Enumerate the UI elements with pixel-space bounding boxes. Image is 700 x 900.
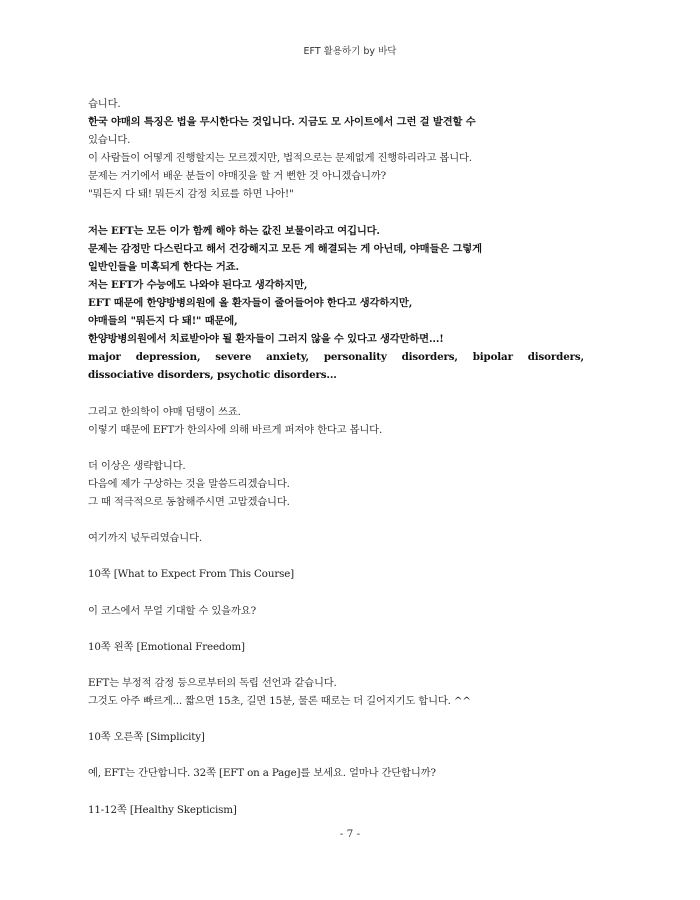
text-line: 저는 EFT가 수능에도 나와야 된다고 생각하지만,: [88, 278, 308, 291]
word: severe: [215, 351, 252, 364]
text-line: dissociative disorders, psychotic disorders...: [88, 369, 337, 382]
text-line: 그리고 한의학이 야매 덤탱이 쓰죠.: [88, 405, 241, 418]
text-line: 한국 야매의 특징은 법을 무시한다는 것입니다. 지금도 모 사이트에서 그런 걸 발견할 수: [88, 116, 476, 129]
text-line: 습니다.: [88, 98, 121, 110]
text-line: 이 코스에서 무얼 기대할 수 있을까요?: [88, 604, 256, 617]
word: personality: [323, 351, 387, 364]
text-line: "뭐든지 다 돼! 뭐든지 감정 치료를 하면 나아!": [88, 188, 294, 201]
justified-english-line: [88, 348, 584, 366]
word: depression,: [135, 351, 201, 364]
text-line: 문제는 거기에서 배운 분들이 야매짓을 할 거 뻔한 것 아니겠습니까?: [88, 170, 386, 183]
word: bipolar: [472, 351, 513, 364]
page-number: - 7 -: [339, 828, 361, 840]
section-heading: 10쪽 오른쪽 [Simplicity]: [88, 731, 205, 744]
section-heading: 10쪽 왼쪽 [Emotional Freedom]: [88, 640, 245, 653]
section-heading: 10쪽 [What to Expect From This Course]: [88, 568, 295, 581]
page-body: [88, 95, 584, 819]
text-line: 그것도 아주 빠르게... 짧으면 15초, 길면 15분, 물론 때로는 더 길어지기도 합니다. ^^: [88, 695, 471, 708]
text-line: 다음에 제가 구상하는 것을 말씀드리겠습니다.: [88, 477, 290, 490]
word: disorders,: [527, 351, 584, 364]
word: major: [88, 351, 121, 364]
word: disorders,: [401, 351, 458, 364]
text-line: 저는 EFT는 모든 이가 함께 해야 하는 값진 보물이라고 여깁니다.: [88, 224, 380, 237]
text-line: 더 이상은 생략합니다.: [88, 459, 186, 472]
text-line: 이렇기 때문에 EFT가 한의사에 의해 바르게 퍼져야 한다고 봅니다.: [88, 423, 383, 436]
text-line: 여기까지 넋두리였습니다.: [88, 532, 203, 545]
text-line: 일반인들을 미혹되게 한다는 거죠.: [88, 260, 239, 273]
text-line: 그 때 적극적으로 동참해주시면 고맙겠습니다.: [88, 496, 290, 509]
section-heading: 11-12쪽 [Healthy Skepticism]: [88, 803, 237, 816]
text-line: 한양방병의원에서 치료받아야 될 환자들이 그러지 않을 수 있다고 생각만하면...!: [88, 333, 444, 346]
text-line: 문제는 감정만 다스린다고 해서 건강해지고 모든 게 해결되는 게 아닌데, 야매들은 그렇게: [88, 242, 482, 255]
page-header: EFT 활용하기 by 바닥: [303, 46, 397, 57]
text-line: 이 사람들이 어떻게 진행할지는 모르겠지만, 법적으로는 문제없게 진행하리라고 봅니다.: [88, 152, 472, 165]
text-line: 예, EFT는 간단합니다. 32쪽 [EFT on a Page]를 보세요. 얼마나 간단합니까?: [88, 767, 436, 780]
text-line: EFT 때문에 한양방병의원에 올 환자들이 줄어들어야 한다고 생각하지만,: [88, 297, 413, 310]
text-line: 있습니다.: [88, 134, 131, 147]
text-line: 야매들의 "뭐든지 다 돼!" 때문에,: [88, 315, 238, 328]
word: anxiety,: [266, 351, 309, 364]
text-line: EFT는 부정적 감정 등으로부터의 독립 선언과 같습니다.: [88, 677, 337, 689]
